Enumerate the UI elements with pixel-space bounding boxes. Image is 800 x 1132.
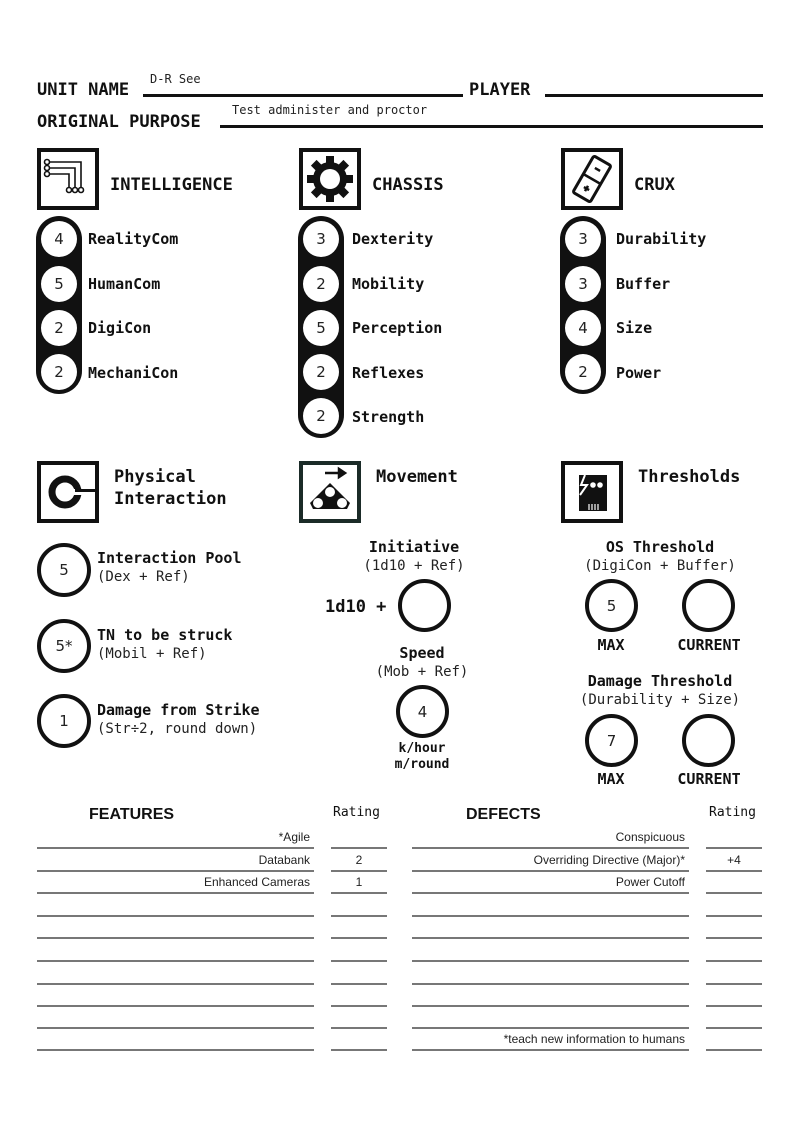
features-title: FEATURES: [89, 806, 175, 823]
player-label: PLAYER: [469, 80, 531, 100]
defects-row-line: [412, 915, 689, 917]
features-row-line: [37, 1049, 314, 1051]
defects-rating-line: [706, 847, 762, 849]
tn-struck-label: TN to be struck: [97, 626, 233, 644]
damage-current-label: CURRENT: [677, 770, 741, 788]
realitycom-value[interactable]: 4: [41, 221, 77, 257]
defects-row-line: [412, 1005, 689, 1007]
chip-icon: [561, 461, 623, 523]
defects-row-line: [412, 847, 689, 849]
unit-name-field[interactable]: [143, 94, 463, 97]
defects-rating-line: [706, 983, 762, 985]
mobility-value[interactable]: 2: [303, 266, 339, 302]
features-row-line: [37, 847, 314, 849]
circuit-icon: [37, 148, 99, 210]
original-purpose-label: ORIGINAL PURPOSE: [37, 112, 201, 132]
damage-strike-value[interactable]: 1: [37, 694, 91, 748]
features-rating-line: [331, 1049, 387, 1051]
damage-strike-label: Damage from Strike: [97, 701, 260, 719]
strength-label: Strength: [352, 408, 425, 426]
defects-row-line: [412, 1027, 689, 1029]
damage-strike-formula: (Str÷2, round down): [97, 721, 258, 737]
treads-icon: [299, 461, 361, 523]
defects-title: DEFECTS: [466, 806, 541, 823]
os-threshold-current[interactable]: [682, 579, 735, 632]
defects-row-rating[interactable]: +4: [727, 853, 741, 867]
features-rating-line: [331, 847, 387, 849]
features-row-rating[interactable]: 1: [355, 875, 363, 889]
player-field[interactable]: [545, 94, 763, 97]
defects-rating-line: [706, 1027, 762, 1029]
defects-row-line: [412, 983, 689, 985]
damage-threshold-max[interactable]: 7: [585, 714, 638, 767]
durability-label: Durability: [616, 230, 707, 248]
thresholds-title: Thresholds: [638, 467, 741, 487]
damage-threshold-label: Damage Threshold: [587, 672, 733, 690]
physical-title-line1: Physical: [114, 467, 196, 487]
features-rating-line: [331, 937, 387, 939]
defects-rating-line: [706, 892, 762, 894]
features-row-name[interactable]: Databank: [258, 853, 310, 867]
features-row-line: [37, 870, 314, 872]
features-row-name[interactable]: Enhanced Cameras: [203, 875, 310, 889]
dexterity-value[interactable]: 3: [303, 221, 339, 257]
damage-threshold-formula: (Durability + Size): [579, 692, 741, 708]
intelligence-chain: [36, 216, 82, 394]
features-rating-header: Rating: [333, 805, 380, 820]
realitycom-label: RealityCom: [88, 230, 179, 248]
battery-icon: [561, 148, 623, 210]
digicon-value[interactable]: 2: [41, 310, 77, 346]
mobility-label: Mobility: [352, 275, 425, 293]
perception-label: Perception: [352, 319, 443, 337]
os-threshold-formula: (DigiCon + Buffer): [584, 558, 736, 574]
defects-rating-line: [706, 915, 762, 917]
size-value[interactable]: 4: [565, 310, 601, 346]
os-current-label: CURRENT: [677, 636, 741, 654]
os-threshold-label: OS Threshold: [605, 538, 715, 556]
features-rating-line: [331, 1005, 387, 1007]
defects-row-name[interactable]: Conspicuous: [615, 830, 685, 844]
perception-value[interactable]: 5: [303, 310, 339, 346]
tn-struck-formula: (Mobil + Ref): [97, 646, 207, 662]
gear-icon: [299, 148, 361, 210]
interaction-pool-value[interactable]: 5: [37, 543, 91, 597]
defects-row-name[interactable]: Power Cutoff: [615, 875, 685, 889]
tn-struck-value[interactable]: 5*: [37, 619, 91, 673]
movement-title: Movement: [376, 467, 458, 487]
interaction-pool-label: Interaction Pool: [97, 549, 242, 567]
mechanicon-value[interactable]: 2: [41, 354, 77, 390]
defects-row-line: [412, 937, 689, 939]
damage-threshold-current[interactable]: [682, 714, 735, 767]
chassis-title: CHASSIS: [372, 175, 444, 195]
os-max-label: MAX: [597, 636, 625, 654]
power-value[interactable]: 2: [565, 354, 601, 390]
durability-value[interactable]: 3: [565, 221, 601, 257]
defects-row-name[interactable]: Overriding Directive (Major)*: [533, 853, 685, 867]
mechanicon-label: MechaniCon: [88, 364, 179, 382]
dexterity-label: Dexterity: [352, 230, 434, 248]
original-purpose-field[interactable]: [220, 125, 763, 128]
features-rating-line: [331, 892, 387, 894]
features-row-name[interactable]: *Agile: [278, 830, 310, 844]
humancom-label: HumanCom: [88, 275, 161, 293]
size-label: Size: [616, 319, 653, 337]
reflexes-value[interactable]: 2: [303, 354, 339, 390]
features-row-line: [37, 1005, 314, 1007]
defects-row-line: [412, 960, 689, 962]
initiative-label: Initiative: [368, 538, 460, 556]
features-row-line: [37, 937, 314, 939]
unit-name-value[interactable]: D-R See: [150, 72, 201, 86]
initiative-prefix: 1d10 +: [325, 597, 387, 617]
humancom-value[interactable]: 5: [41, 266, 77, 302]
defects-row-name[interactable]: *teach new information to humans: [503, 1032, 685, 1046]
defects-rating-line: [706, 937, 762, 939]
crux-title: CRUX: [634, 175, 675, 195]
chassis-chain: [298, 216, 344, 438]
unit-name-label: UNIT NAME: [37, 80, 130, 100]
features-rating-line: [331, 870, 387, 872]
features-row-line: [37, 983, 314, 985]
defects-rating-line: [706, 1005, 762, 1007]
original-purpose-value[interactable]: Test administer and proctor: [232, 103, 428, 117]
wrench-icon: [37, 461, 99, 523]
speed-unit-mpr: m/round: [394, 757, 450, 772]
os-threshold-max[interactable]: 5: [585, 579, 638, 632]
damage-max-label: MAX: [597, 770, 625, 788]
speed-label: Speed: [399, 644, 445, 662]
defects-rating-line: [706, 1049, 762, 1051]
strength-value[interactable]: 2: [303, 398, 339, 434]
defects-row-line: [412, 1049, 689, 1051]
features-rating-line: [331, 1027, 387, 1029]
defects-rating-line: [706, 870, 762, 872]
initiative-value[interactable]: [398, 579, 451, 632]
speed-value[interactable]: 4: [396, 685, 449, 738]
defects-rating-line: [706, 960, 762, 962]
features-row-line: [37, 1027, 314, 1029]
reflexes-label: Reflexes: [352, 364, 425, 382]
features-row-line: [37, 960, 314, 962]
crux-chain: [560, 216, 606, 394]
power-label: Power: [616, 364, 662, 382]
speed-formula: (Mob + Ref): [375, 664, 469, 680]
speed-unit-kph: k/hour: [398, 741, 446, 756]
features-rating-line: [331, 960, 387, 962]
features-rating-line: [331, 915, 387, 917]
physical-title-line2: Interaction: [114, 489, 227, 509]
features-row-line: [37, 892, 314, 894]
features-rating-line: [331, 983, 387, 985]
features-row-line: [37, 915, 314, 917]
interaction-pool-formula: (Dex + Ref): [97, 569, 190, 585]
defects-row-line: [412, 892, 689, 894]
intelligence-title: INTELLIGENCE: [110, 175, 233, 195]
initiative-formula: (1d10 + Ref): [363, 558, 465, 574]
buffer-label: Buffer: [616, 275, 671, 293]
features-row-rating[interactable]: 2: [355, 853, 363, 867]
buffer-value[interactable]: 3: [565, 266, 601, 302]
digicon-label: DigiCon: [88, 319, 152, 337]
defects-rating-header: Rating: [709, 805, 756, 820]
defects-row-line: [412, 870, 689, 872]
